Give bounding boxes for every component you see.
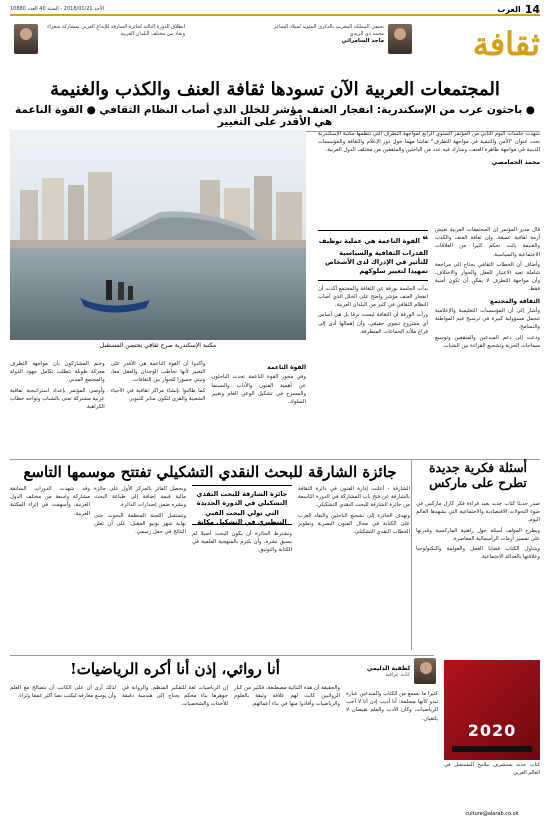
lead-paragraph: شهدت جلسات اليوم الثاني من المؤتمر السنوي الرابع لمواجهة التطرف التي تنظمها مكتبة الإسكندرية تحت عنوان "الأمن والتنمية في مواجهة التطرف" نقاشا مهما حول دور الإعلام والثقافة والمؤسسات الدينية في مواجهة ظاهرة العنف، وشارك فيه عدد من الباحثين والمثقفين من مختلف الدول العربية.: [318, 131, 540, 154]
paragraph: وتشترط الجائزة أن يكون البحث أصيلا لم يسبق نشره، وأن يلتزم بالمنهجية العلمية في الكتابة والتوثيق.: [192, 531, 292, 554]
side-column: [416, 500, 540, 650]
paragraph: ويطرح المؤلف أسئلة حول راهنية الماركسية وقدرتها على تفسير أزمات الرأسمالية المعاصرة.: [416, 527, 540, 542]
paragraph: بدأت الجلسة بورقة عن الثقافة والمجتمع أكدت أن انفجار العنف مؤشر واضح على الخلل الذي أصاب النظام الثقافي في كثير من البلدان العربية.: [318, 285, 428, 309]
promo-text: تحتفي المملكة المغربية بالذكرى المئوية لميلاد الشاعر محمد ذي الزيدي ماجد السامرائي: [262, 24, 384, 46]
paragraph: وأشار إلى أن المؤسسات التعليمية والإعلامية تتحمل مسؤولية كبيرة في ترسيخ قيم المواطنة والتسامح.: [435, 307, 540, 331]
paragraph: وأضاف أن الخطاب الثقافي يحتاج إلى مراجعة شاملة تعيد الاعتبار للعقل والحوار والاختلاف، وأن مواجهة التطرف لا يمكن أن تكون أمنية فقط.: [435, 261, 540, 293]
side-headline: أسئلة فكرية جديدة تطرح على ماركس: [428, 460, 528, 490]
section-label-culture: الثقافة والمجتمع: [490, 297, 540, 305]
story1-column-2: [318, 226, 428, 458]
main-headline: المجتمعات العربية الآن تسودها ثقافة العنف والكذب والغنيمة: [50, 79, 500, 100]
story1-lead: [318, 130, 540, 220]
author-info: [367, 665, 410, 678]
section-title: ثقافة: [472, 25, 540, 63]
story2-column-1: [298, 485, 410, 653]
story3-column-2: [234, 684, 340, 809]
promo-item[interactable]: [262, 24, 412, 66]
story2-column-2: [192, 530, 292, 653]
paragraph: وختم المشاركون بأن مواجهة التطرف معركة طويلة تتطلب تكامل جهود الدولة والمجتمع المدني.: [10, 361, 105, 384]
date-line: الأحد 2018/01/21 - السنة 40 العدد 10880: [10, 6, 105, 12]
paragraph: ويحصل الفائز بالمركز الأول على جائزة مالية قيمة إضافة إلى طباعة البحث ونشره ضمن إصدارات الدائرة.: [94, 486, 186, 509]
promo-text: انطلاق الدورة الثالثة لجائزة الشارقة للإبداع العربي بمشاركة شعراء ونقاد من مختلف البلدان العربية: [47, 24, 185, 37]
book-strip: [452, 746, 532, 752]
story3-headline: أنا روائي، إذن أنا أكره الرياضيات!: [70, 660, 280, 678]
paragraph: قال مدير المؤتمر إن المجتمعات العربية تعيش أزمة ثقافية عميقة، وإن ثقافة العنف والكذب والغنيمة باتت تحكم كثيرا من العلاقات الاجتماعية والسياسية.: [435, 227, 540, 258]
main-subheadline: ● باحثون عرب من الإسكندرية: انفجار العنف مؤشر للخلل الذي أصاب النظام الثقافي ● القوة الناعمة هي الأقدر على التغيير: [10, 104, 540, 132]
quote-mark-icon: ❝: [422, 235, 428, 246]
paragraph: ورأت الورقة أن الثقافة ليست ترفا بل هي أساس أي مشروع تنموي حقيقي، وأن إهمالها أدى إلى فراغ ملأته الجماعات المتطرفة.: [318, 312, 428, 335]
author-photo: [14, 24, 38, 54]
paragraph: وتستقبل اللجنة المنظمة البحوث حتى نهاية شهر يونيو المقبل، على أن تعلن النتائج في حفل رسمي.: [94, 512, 186, 536]
section-email[interactable]: culture@alarab.co.uk: [465, 811, 519, 817]
promo-author: ماجد السامرائي: [341, 38, 384, 44]
story3-column-1: [346, 690, 438, 809]
paragraph: الشارقة - أعلنت إدارة الفنون في دائرة الثقافة بالشارقة عن فتح باب المشاركة في الدورة التاسعة من جائزة الشارقة للبحث النقدي التشكيلي.: [298, 486, 410, 509]
story2-highlight-box: جائزة الشارقة للبحث النقدي التشكيلي في الدورة الجديدة التي تولي البحث الفني التنظيري في التشكيل مكانة: [192, 485, 292, 525]
author-name: لطفية الدليمي: [366, 664, 410, 672]
author-role: كاتبة عراقية: [385, 671, 410, 678]
paragraph: كثيرا ما نسمع من الكتاب والمبدعين عبارة تبدو كأنها مسلمة: أنا أديب إذن أنا لا أحب الرياضيات، وكأن الأدب والعلم نقيضان لا يلتقيان.: [346, 691, 438, 722]
book-cover: [444, 660, 540, 760]
story3-column-4: [10, 684, 116, 809]
story2-column-4: [10, 485, 90, 653]
paragraph: لذلك أرى أن على الكاتب أن يتصالح مع العلم وأن يوسع معارفه ليكتب نصا أكثر عمقا وثراء.: [10, 685, 116, 700]
photo-caption: مكتبة الإسكندرية صرح ثقافي يحتضن المستقبل: [99, 342, 217, 349]
book-year: 2020: [467, 721, 517, 740]
section-header: [10, 20, 540, 78]
column-separator: [411, 460, 412, 650]
story2-headline: جائزة الشارقة للبحث النقدي التشكيلي تفتتح موسمها التاسع: [23, 463, 397, 481]
divider: [10, 655, 434, 656]
library-photo: [10, 130, 306, 340]
paragraph: ودعت إلى دعم المبدعين والمثقفين وتوسيع مساحات الحرية وتشجيع القراءة بين الشباب.: [435, 334, 540, 349]
masthead-brand: [497, 3, 540, 16]
book-caption: كتاب جديد يستشرف ملامح المستقبل في العالم العربي: [444, 762, 540, 776]
author-photo: [414, 658, 436, 684]
byline: محمد الحمامصي: [491, 158, 540, 166]
pullquote: ❝ القوة الناعمة هي عملية توظيف القدرات الثقافية والسياسية للتأثير في الإدراك لدى الأشخاص تمهيدا لتغيير سلوكهم: [318, 230, 428, 281]
story1-column-1: [435, 226, 540, 458]
page-number: 14: [524, 2, 540, 16]
story2-column-3: [94, 485, 186, 653]
paragraph: كما طالبوا بإنشاء مراكز ثقافية في الأحياء الشعبية والقرى لتكون منابر للتنوير.: [110, 387, 206, 402]
paragraph: وأوصى المؤتمر بإعداد استراتيجية ثقافية عربية مشتركة تعنى بالشباب وتواجه خطاب الكراهية.: [10, 387, 105, 411]
paragraph: صدر حديثا كتاب جديد يعيد قراءة فكر كارل ماركس في ضوء التحولات الاقتصادية والاجتماعية التي يشهدها العالم اليوم.: [416, 501, 540, 524]
paragraph: إن الرياضيات لغة للتفكير المنظم، والرواية في جوهرها بناء محكم يحتاج إلى هندسة دقيقة للأحداث والشخصيات.: [122, 685, 228, 708]
promo-item[interactable]: [10, 24, 185, 66]
paragraph: والحقيقة أن هذه الثنائية مصطنعة، فكثير من كبار الروائيين كانت لهم علاقة وثيقة بالعلوم والرياضيات وأفادوا منها في بناء أعمالهم.: [234, 685, 340, 708]
author-photo: [388, 24, 412, 54]
paragraph: ويتناول الكتاب قضايا العمل والعولمة والتكنولوجيا وعلاقتها بالعدالة الاجتماعية.: [416, 546, 540, 561]
story3-author: [350, 658, 436, 684]
paragraph: وتهدف الجائزة إلى تشجيع الباحثين والنقاد العرب على الكتابة في مجال الفنون البصرية وتطوير الخطاب النقدي التشكيلي.: [298, 512, 410, 536]
paper-name: العرب: [497, 4, 521, 14]
story1-column-3: [10, 360, 306, 458]
section-label-soft-power: القوة الناعمة: [267, 364, 306, 371]
paragraph: وفي محور القوة الناعمة تحدث الباحثون عن أهمية الفنون والآداب والسينما والمسرح في تشكيل الوعي العام وتغيير السلوك.: [211, 374, 306, 405]
paragraph: وأكدوا أن القوة الناعمة هي الأقدر على التغيير لأنها تخاطب الوجدان والعقل معا، وتبني جسورا للحوار بين الثقافات.: [110, 361, 206, 384]
masthead: [10, 4, 540, 16]
paragraph: وقد شهدت الدورات السابقة مشاركة واسعة من مختلف الدول العربية، وأسهمت في إثراء المكتبة العربية.: [10, 486, 90, 517]
story3-column-3: [122, 684, 228, 809]
